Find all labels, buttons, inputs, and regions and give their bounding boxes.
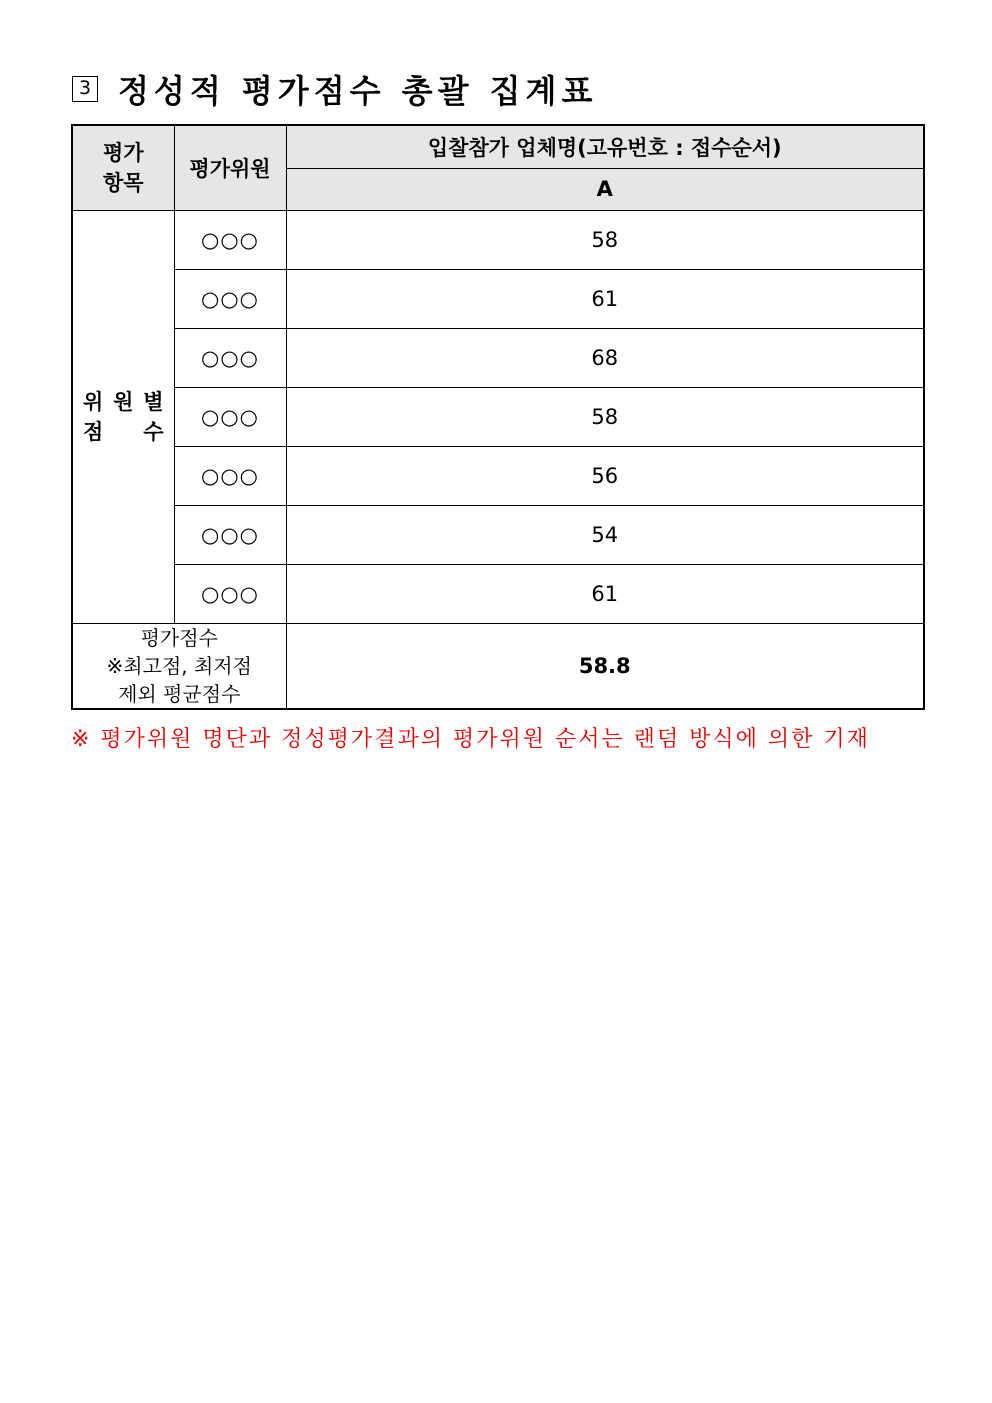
total-label-line1: 평가점수 xyxy=(140,625,218,650)
evaluator-name: ○○○ xyxy=(174,387,286,446)
total-label-cell xyxy=(72,623,286,709)
score-cell: 58 xyxy=(286,210,924,269)
score-cell: 61 xyxy=(286,269,924,328)
evaluator-name: ○○○ xyxy=(174,328,286,387)
total-label-line2: ※최고점, 최저점 xyxy=(106,653,252,678)
table-row xyxy=(72,210,924,269)
table-row xyxy=(72,446,924,505)
score-cell: 58 xyxy=(286,387,924,446)
average-score: 58.8 xyxy=(286,623,924,709)
score-cell: 56 xyxy=(286,446,924,505)
evaluation-summary-table xyxy=(71,124,925,710)
total-label-line3: 제외 평균점수 xyxy=(118,681,241,706)
footnote: ※ 평가위원 명단과 정성평가결과의 평가위원 순서는 랜덤 방식에 의한 기재 xyxy=(71,727,870,752)
header-evaluation-item xyxy=(72,125,174,210)
group-label-line1: 위 원 별 xyxy=(83,389,164,414)
header-company-name: A xyxy=(286,168,924,210)
evaluator-name: ○○○ xyxy=(174,269,286,328)
section-heading xyxy=(72,66,597,112)
evaluator-name: ○○○ xyxy=(174,505,286,564)
header-company-title: 입찰참가 업체명(고유번호 : 접수순서) xyxy=(286,125,924,168)
group-label-line2: 점 수 xyxy=(83,419,164,444)
evaluator-name: ○○○ xyxy=(174,564,286,623)
page-title: 정성적 평가점수 총괄 집계표 xyxy=(118,72,598,110)
score-cell: 68 xyxy=(286,328,924,387)
evaluator-name: ○○○ xyxy=(174,210,286,269)
table-row xyxy=(72,328,924,387)
score-cell: 61 xyxy=(286,564,924,623)
total-row xyxy=(72,623,924,709)
evaluator-name: ○○○ xyxy=(174,446,286,505)
group-label-cell xyxy=(72,210,174,623)
header-item-line1: 평가 xyxy=(102,140,144,165)
header-evaluator: 평가위원 xyxy=(174,125,286,210)
table-row xyxy=(72,269,924,328)
table-row xyxy=(72,505,924,564)
score-cell: 54 xyxy=(286,505,924,564)
section-number: 3 xyxy=(72,76,98,102)
table-row xyxy=(72,387,924,446)
header-item-line2: 항목 xyxy=(102,170,144,195)
table-row xyxy=(72,564,924,623)
